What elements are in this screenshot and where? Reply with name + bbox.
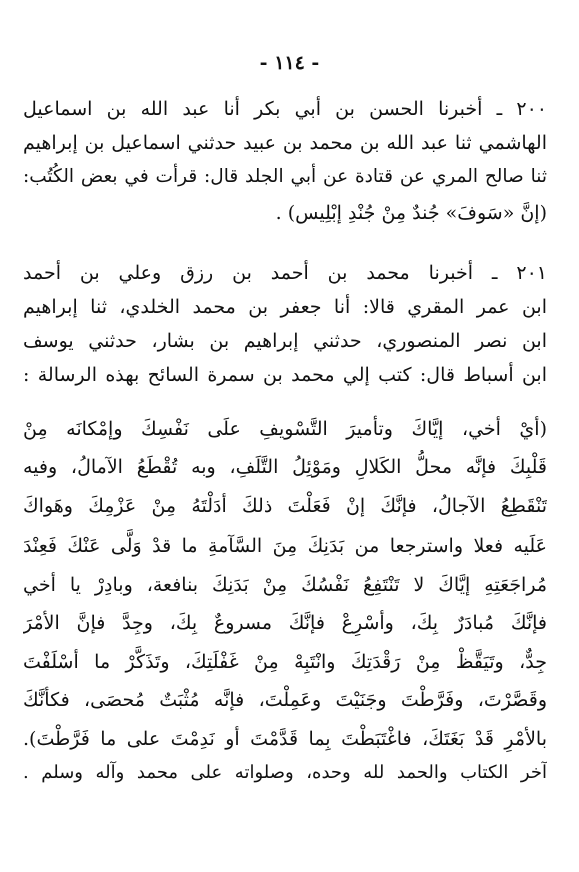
entry-201-line-3: ابن نصر المنصوري، حدثني إبراهيم بن بشار، حدثني يوسف bbox=[23, 330, 547, 352]
entry-201-line-1: ٢٠١ ـ أخبرنا محمد بن أحمد بن رزق وعلي بن أحمد bbox=[23, 262, 547, 284]
letter-line-9: بالأمْرِ قَدْ بَغَتَكَ، فاغْتَبَطْتَ بِما قَدَّمْتَ أو نَدِمْتَ على ما فَرَّطْتَ). bbox=[23, 728, 547, 750]
entry-200-line-1: ٢٠٠ ـ أخبرنا الحسن بن أبي بكر أنا عبد الله بن اسماعيل bbox=[23, 98, 547, 120]
letter-line-6: فإنَّكَ مُبادَرٌ بِكَ، وأسْرِعْ فإنَّكَ مسروعٌ بِكَ، وجِدَّ فإنَّ الأمْرَ bbox=[23, 612, 547, 634]
letter-line-4: عَلَيه فعلا واسترجعا من بَدَنِكَ مِنَ السَّآمةِ ما قدْ وَلَّى عَنْكَ فَعِنْدَ bbox=[23, 535, 547, 557]
page-number: - ١١٤ - bbox=[259, 52, 320, 74]
colophon: آخر الكتاب والحمد لله وحده، وصلواته على محمد وآله وسلم . bbox=[23, 762, 547, 783]
letter-line-3: تَنْقَطِعُ الآجالُ، فإنَّكَ إنْ فَعَلْتَ ذلكَ أدَلْتَهُ مِنْ عَزْمِكَ وهَواكَ bbox=[23, 495, 547, 517]
letter-line-5: مُراجَعَتِهِ إيَّاكَ لا تَنْتَفِعُ نَفْسُكَ مِنْ بَدَنِكَ بنافعة، وبادِرْ يا أخي bbox=[23, 574, 547, 596]
entry-200-quote: (إنَّ «سَوفَ» جُندٌ مِنْ جُنْدِ إبْلِيس) . bbox=[275, 202, 547, 224]
letter-line-2: قَلْبِكَ فإنَّه محلُّ الكَلالِ ومَوْئِلُ التَّلَفِ، وبه تُقْطَعُ الآمالُ، وفيه bbox=[23, 456, 547, 478]
letter-line-1: (أيْ أخي، إيَّاكَ وتأميرَ التَّسْويفِ علَى نَفْسِكَ وإمْكانَه مِنْ bbox=[23, 418, 547, 440]
letter-line-8: وقَصَّرْتَ، وفَرَّطْتَ وجَنَيْتَ وعَمِلْتَ، فإنَّه مُثْبَتٌ مُحصَى، فكأنَّكَ bbox=[23, 689, 547, 711]
entry-201-line-4: ابن أسباط قال: كتب إلي محمد بن سمرة السائح بهذه الرسالة : bbox=[23, 364, 547, 386]
entry-201-line-2: ابن عمر المقري قالا: أنا جعفر بن محمد الخلدي، ثنا إبراهيم bbox=[23, 296, 547, 318]
entry-200-line-3: ثنا صالح المري عن قتادة عن أبي الجلد قال: قرأت في بعض الكُتُب: bbox=[23, 166, 547, 187]
entry-200-line-2: الهاشمي ثنا عبد الله بن محمد بن عبيد حدثني اسماعيل بن إبراهيم bbox=[23, 132, 547, 154]
letter-line-7: جِدٌّ، وتَيَقَّظْ مِنْ رَقْدَتِكَ وانْتَبِهْ مِنْ غَفْلَتِكَ، وتَذَكَّرْ ما أسْلَفْتَ bbox=[23, 651, 547, 673]
